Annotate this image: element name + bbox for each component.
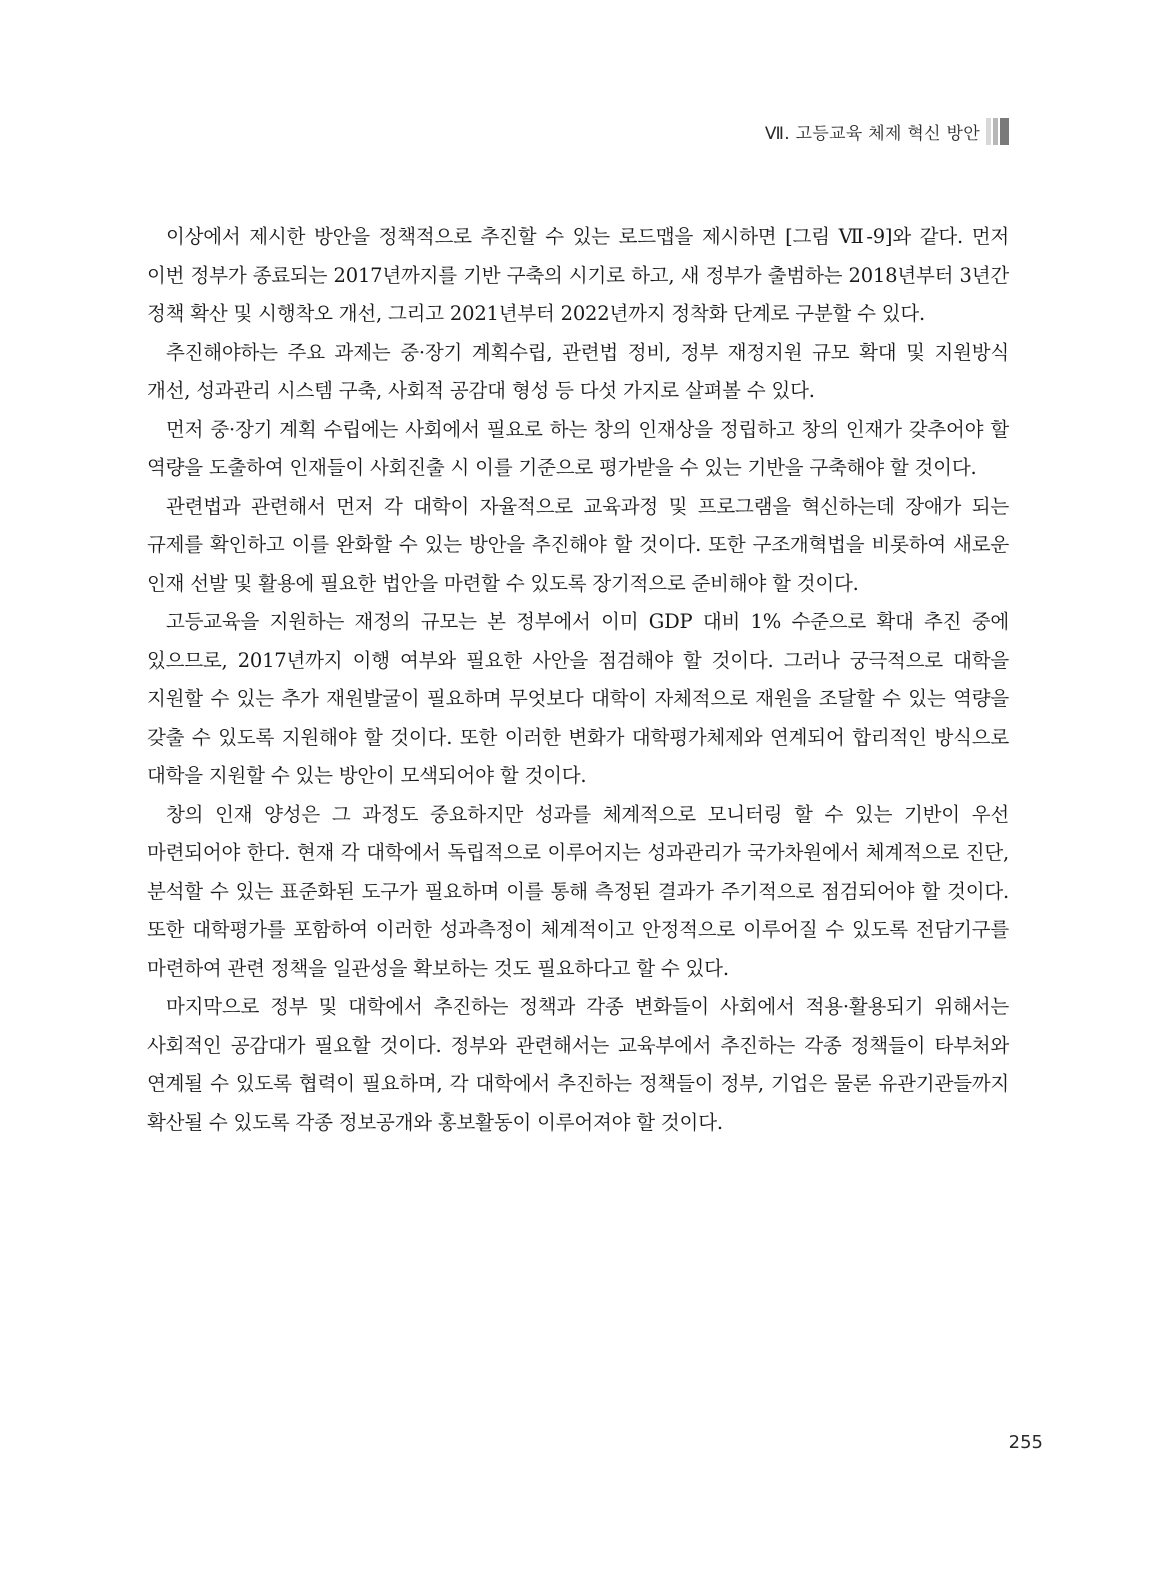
- header-bar-segment-dark: [1000, 118, 1009, 145]
- header-decoration-bar: [986, 118, 1009, 145]
- running-header: [765, 116, 1009, 146]
- paragraph-finance: 고등교육을 지원하는 재정의 규모는 본 정부에서 이미 GDP 대비 1% 수준으로 확대 추진 중에 있으므로, 2017년까지 이행 여부와 필요한 사안을 점검해야 할 것이다. 그러나 궁극적으로 대학을 지원할 수 있는 추가 재원발굴이 필요하며 무엇보다 대학이 자체적으로 재원을 조달할 수 있는 역량을 갖출 수 있도록 지원해야 할 것이다. 또한 이러한 변화가 대학평가체제와 연계되어 합리적인 방식으로 대학을 지원할 수 있는 방안이 모색되어야 할 것이다.: [147, 610, 1009, 787]
- paragraph-roadmap: 이상에서 제시한 방안을 정책적으로 추진할 수 있는 로드맵을 제시하면 [그림 Ⅶ-9]와 같다. 먼저 이번 정부가 종료되는 2017년까지를 기반 구축의 시기로 하고, 새 정부가 출범하는 2018년부터 3년간 정책 확산 및 시행착오 개선, 그리고 2021년부터 2022년까지 정착화 단계로 구분할 수 있다.: [147, 225, 1009, 325]
- header-bar-segment-light: [986, 118, 991, 145]
- chapter-title: Ⅶ. 고등교육 체제 혁신 방안: [764, 123, 980, 144]
- body-text: [147, 218, 1009, 1142]
- page-number: 255: [1008, 1432, 1043, 1453]
- paragraph-related-law: 관련법과 관련해서 먼저 각 대학이 자율적으로 교육과정 및 프로그램을 혁신하는데 장애가 되는 규제를 확인하고 이를 완화할 수 있는 방안을 추진해야 할 것이다. 또한 구조개혁법을 비롯하여 새로운 인재 선발 및 활용에 필요한 법안을 마련할 수 있도록 장기적으로 준비해야 할 것이다.: [147, 494, 1009, 595]
- paragraph-main-tasks: 추진해야하는 주요 과제는 중·장기 계획수립, 관련법 정비, 정부 재정지원 규모 확대 및 지원방식 개선, 성과관리 시스템 구축, 사회적 공감대 형성 등 다섯 가지로 살펴볼 수 있다.: [147, 340, 1009, 402]
- paragraph-performance-management: 창의 인재 양성은 그 과정도 중요하지만 성과를 체계적으로 모니터링 할 수 있는 기반이 우선 마련되어야 한다. 현재 각 대학에서 독립적으로 이루어지는 성과관리가 국가차원에서 체계적으로 진단, 분석할 수 있는 표준화된 도구가 필요하며 이를 통해 측정된 결과가 주기적으로 점검되어야 할 것이다. 또한 대학평가를 포함하여 이러한 성과측정이 체계적이고 안정적으로 이루어질 수 있도록 전담기구를 마련하여 관련 정책을 일관성을 확보하는 것도 필요하다고 할 수 있다.: [147, 802, 1009, 980]
- paragraph-social-consensus: 마지막으로 정부 및 대학에서 추진하는 정책과 각종 변화들이 사회에서 적용·활용되기 위해서는 사회적인 공감대가 필요할 것이다. 정부와 관련해서는 교육부에서 추진하는 각종 정책들이 타부처와 연계될 수 있도록 협력이 필요하며, 각 대학에서 추진하는 정책들이 정부, 기업은 물론 유관기관들까지 확산될 수 있도록 각종 정보공개와 홍보활동이 이루어져야 할 것이다.: [147, 995, 1009, 1134]
- header-bar-segment-medium: [993, 118, 998, 145]
- paragraph-long-term-plan: 먼저 중·장기 계획 수립에는 사회에서 필요로 하는 창의 인재상을 정립하고 창의 인재가 갖추어야 할 역량을 도출하여 인재들이 사회진출 시 이를 기준으로 평가받을 수 있는 기반을 구축해야 할 것이다.: [147, 417, 1009, 479]
